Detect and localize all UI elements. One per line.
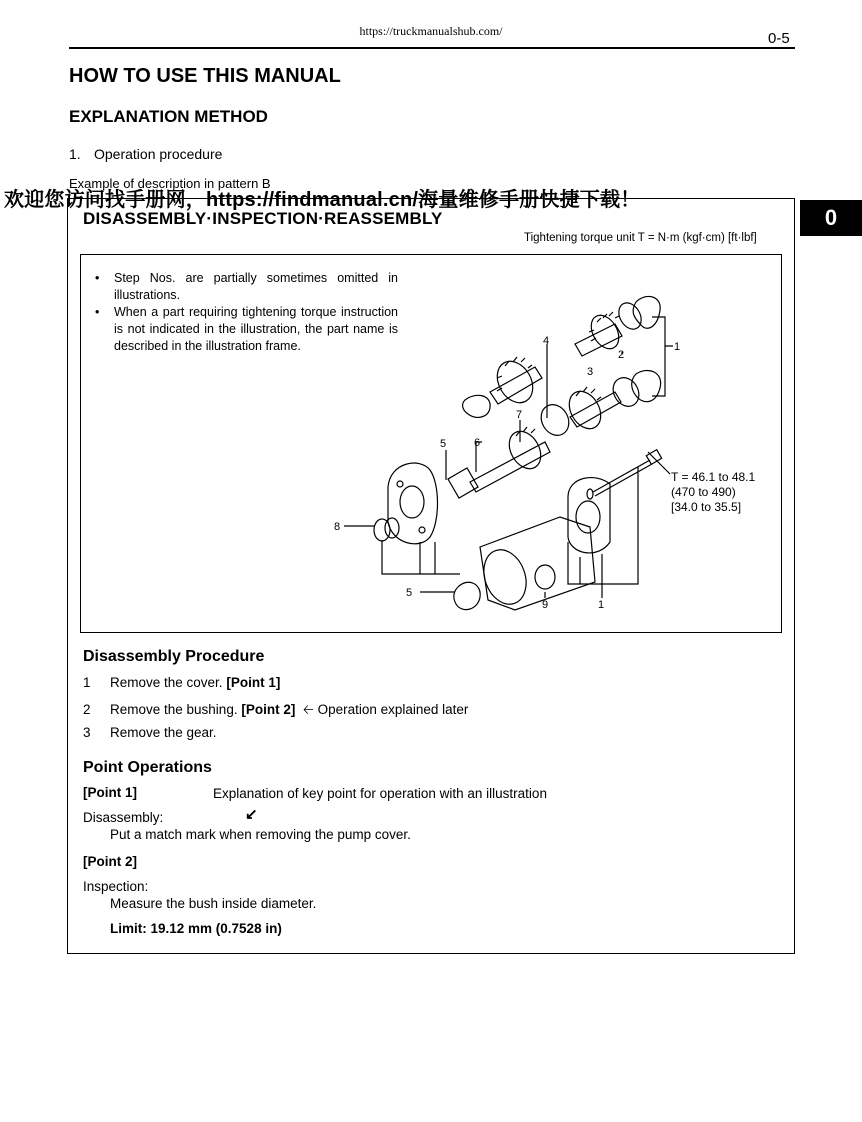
- callout-5-top: 5: [440, 438, 447, 450]
- operation-number: 1.: [69, 146, 81, 162]
- callout-1-bottom: 1: [598, 599, 605, 611]
- example-caption: Example of description in pattern B: [69, 176, 271, 191]
- step-text: Remove the cover.: [110, 675, 223, 690]
- pump-exploded-diagram: [330, 292, 770, 622]
- point2-text: Measure the bush inside diameter.: [110, 896, 317, 911]
- leader-1-top: [652, 317, 673, 396]
- step-2: [83, 700, 468, 723]
- point1-label: [Point 1]: [83, 785, 137, 800]
- callout-2: 2: [618, 349, 625, 361]
- step-number: 2: [83, 702, 91, 717]
- step-text: Remove the gear.: [110, 725, 217, 740]
- point2-limit: Limit: 19.12 mm (0.7528 in): [110, 921, 282, 936]
- watermark-banner: 欢迎您访问找手册网，https://findmanual.cn/海量维修手册快捷下载！: [4, 189, 641, 211]
- note-item: • Step Nos. are partially sometimes omitted in illustrations.: [95, 270, 398, 304]
- point-operations-title: Point Operations: [83, 759, 212, 776]
- arrow-down-left-icon: ↙: [245, 806, 258, 823]
- point2-sub: Inspection:: [83, 879, 149, 894]
- callout-4: 4: [543, 335, 550, 347]
- leader-5-bottom: [382, 540, 460, 592]
- operation-heading: [69, 146, 222, 162]
- shaft-right: [570, 392, 621, 427]
- note-item: • When a part requiring tightening torque instruction is not indicated in the illustration, the part name is described in the illustration frame.: [95, 304, 398, 355]
- page-number: 0-5: [768, 30, 790, 47]
- section-heading: EXPLANATION METHOD: [69, 107, 268, 126]
- torque-nm: T = 46.1 to 48.1: [671, 470, 756, 484]
- callout-9: 9: [542, 599, 549, 611]
- step-number: 1: [83, 675, 91, 690]
- seal-left: [463, 395, 491, 417]
- gear-right: [563, 386, 607, 435]
- point1-description: Explanation of key point for operation with an illustration: [213, 786, 547, 801]
- gear-drive: [503, 426, 547, 475]
- operation-label: Operation procedure: [94, 146, 223, 162]
- step-number: 3: [83, 725, 91, 740]
- shaft-upper: [575, 324, 622, 356]
- box-title: DISASSEMBLY·INSPECTION·REASSEMBLY: [83, 209, 443, 228]
- gear-upper: [586, 310, 625, 353]
- callout-6: 6: [474, 437, 481, 449]
- pump-body: [480, 517, 595, 610]
- callout-8: 8: [334, 521, 341, 533]
- seal-upper: [633, 296, 660, 328]
- step-3: [83, 725, 217, 740]
- bushing-right: [536, 400, 575, 441]
- gear-mid: [490, 355, 540, 409]
- step-point-ref: [Point 2]: [241, 702, 296, 717]
- callout-7: 7: [516, 409, 523, 421]
- front-cover: [388, 463, 438, 544]
- point1-text: Put a match mark when removing the pump cover.: [110, 827, 411, 842]
- callout-1-top: 1: [674, 341, 681, 353]
- bushing-upper: [614, 299, 645, 333]
- arrow-left-icon: 🡠: [302, 702, 314, 717]
- leader-t: [648, 452, 670, 474]
- torque-unit-label: Tightening torque unit T = N·m (kgf·cm) [ft·lbf]: [524, 232, 757, 244]
- step-note: Operation explained later: [317, 702, 469, 717]
- point2-label: [Point 2]: [83, 854, 137, 869]
- torque-value: [671, 470, 755, 515]
- torque-ftlbf: [34.0 to 35.5]: [671, 500, 742, 514]
- step-text: Remove the bushing.: [110, 702, 238, 717]
- body-seal: [454, 582, 480, 609]
- callout-5-bottom: 5: [406, 587, 413, 599]
- torque-kgfcm: (470 to 490): [671, 485, 736, 499]
- callout-3: 3: [587, 366, 594, 378]
- bolt: [593, 460, 650, 492]
- header-url: https://truckmanualshub.com/: [359, 24, 503, 38]
- coupling: [448, 468, 478, 498]
- section-tab: 0: [800, 200, 862, 236]
- step-point-ref: [Point 1]: [226, 675, 281, 690]
- oil-seal: [374, 519, 390, 541]
- point1-sub: Disassembly:: [83, 810, 164, 825]
- step-1: [83, 675, 280, 690]
- header-rule: [69, 47, 795, 49]
- page-title: HOW TO USE THIS MANUAL: [69, 65, 341, 87]
- disassembly-title: Disassembly Procedure: [83, 648, 265, 665]
- bushing-mid: [608, 373, 644, 411]
